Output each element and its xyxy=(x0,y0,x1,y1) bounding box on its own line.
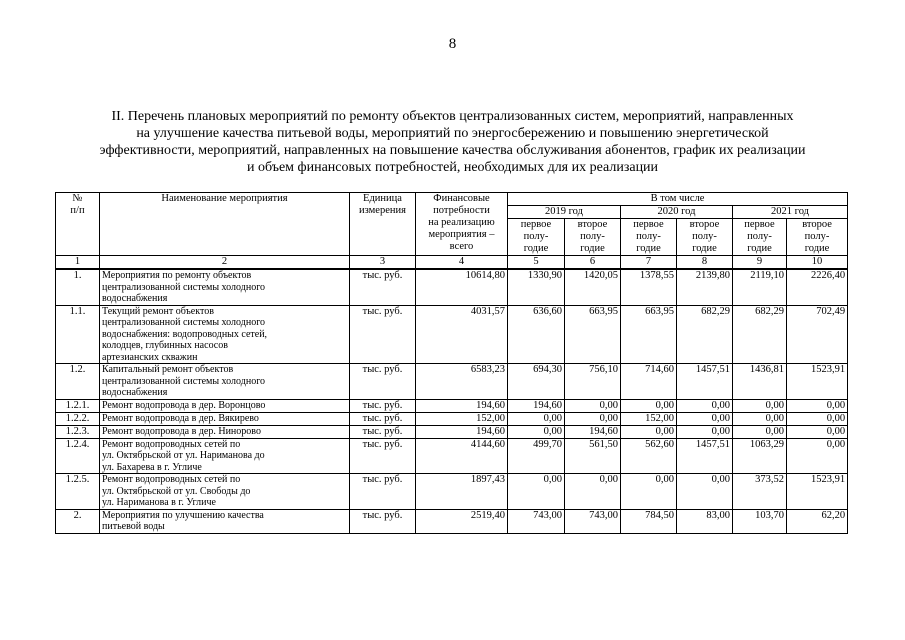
header-row xyxy=(56,193,848,206)
header-second-half: второе полу- годие xyxy=(565,219,621,256)
half-year-value-cell: 0,00 xyxy=(677,412,733,425)
row-number: 1.1. xyxy=(56,305,100,364)
measure-name xyxy=(100,305,350,364)
half-year-value-cell: 0,00 xyxy=(621,399,677,412)
column-number-row xyxy=(56,256,848,270)
measure-name-line: Ремонт водопровода в дер. Вякирево xyxy=(102,412,259,424)
unit-cell: тыс. руб. xyxy=(350,509,416,533)
header-including: В том числе xyxy=(508,193,848,206)
column-number: 4 xyxy=(416,256,508,270)
title-line: эффективности, мероприятий, направленных на повышение качества обслуживания абонентов, график их реализации xyxy=(99,143,806,158)
row-number: 1.2.2. xyxy=(56,412,100,425)
measure-name-line: централизованной системы холодного xyxy=(102,281,266,293)
column-number: 2 xyxy=(100,256,350,270)
measure-name xyxy=(100,425,350,438)
half-year-value-cell: 0,00 xyxy=(787,438,848,474)
measure-name-line: ул. Бахарева в г. Угличе xyxy=(102,461,202,473)
title-line: и объем финансовых потребностей, необходимых для их реализации xyxy=(246,160,659,175)
half-year-value-cell: 743,00 xyxy=(508,509,565,533)
column-number: 1 xyxy=(56,256,100,270)
half-year-value-cell: 0,00 xyxy=(677,474,733,510)
half-year-value-cell: 1063,29 xyxy=(733,438,787,474)
header-year-2021: 2021 год xyxy=(733,206,848,219)
half-year-value-cell: 499,70 xyxy=(508,438,565,474)
measure-name-line: Ремонт водопровода в дер. Воронцово xyxy=(102,399,266,411)
measure-name-line: ул. Нариманова в г. Угличе xyxy=(102,497,216,508)
half-year-value-cell: 0,00 xyxy=(733,399,787,412)
column-number: 10 xyxy=(787,256,848,270)
half-year-value-cell: 1457,51 xyxy=(677,364,733,400)
section-title xyxy=(60,108,845,176)
measure-name-line: колодцев, глубинных насосов xyxy=(102,340,228,351)
measure-name-line: Ремонт водопровода в дер. Нинорово xyxy=(102,425,261,437)
half-year-value-cell: 756,10 xyxy=(565,364,621,400)
half-year-value-cell: 1457,51 xyxy=(677,438,733,474)
row-number: 1.2.4. xyxy=(56,438,100,474)
total-cell: 4144,60 xyxy=(416,438,508,474)
measure-name-line: централизованной системы холодного xyxy=(102,375,266,387)
column-number: 6 xyxy=(565,256,621,270)
half-year-value-cell: 2139,80 xyxy=(677,269,733,305)
half-year-value-cell: 743,00 xyxy=(565,509,621,533)
half-year-value-cell: 663,95 xyxy=(621,305,677,364)
column-number: 8 xyxy=(677,256,733,270)
measure-name-line: водоснабжения xyxy=(102,293,168,304)
half-year-value-cell: 561,50 xyxy=(565,438,621,474)
unit-cell: тыс. руб. xyxy=(350,438,416,474)
half-year-value-cell: 1436,81 xyxy=(733,364,787,400)
total-cell: 10614,80 xyxy=(416,269,508,305)
table-row xyxy=(56,412,848,425)
total-cell: 194,60 xyxy=(416,399,508,412)
measure-name xyxy=(100,412,350,425)
measure-name-line: Текущий ремонт объектов xyxy=(102,305,214,317)
total-cell: 194,60 xyxy=(416,425,508,438)
measure-name-line: водоснабжения xyxy=(102,387,168,398)
measure-name xyxy=(100,364,350,400)
half-year-value-cell: 373,52 xyxy=(733,474,787,510)
half-year-value-cell: 0,00 xyxy=(787,399,848,412)
header-name: Наименование мероприятия xyxy=(100,193,350,256)
measure-name-line: Ремонт водопроводных сетей по xyxy=(102,474,241,485)
row-number: 1.2.1. xyxy=(56,399,100,412)
half-year-value-cell: 0,00 xyxy=(733,425,787,438)
total-cell: 1897,43 xyxy=(416,474,508,510)
half-year-value-cell: 0,00 xyxy=(787,425,848,438)
header-financial-needs: Финансовые потребности на реализацию мероприятия – всего xyxy=(416,193,508,256)
half-year-value-cell: 83,00 xyxy=(677,509,733,533)
measure-name-line: Капитальный ремонт объектов xyxy=(102,364,234,375)
measure-name-line: водоснабжения: водопроводных сетей, xyxy=(102,328,268,340)
header-second-half: второе полу- годие xyxy=(677,219,733,256)
half-year-value-cell: 784,50 xyxy=(621,509,677,533)
measure-name xyxy=(100,399,350,412)
measure-name-line: ул. Октябрьской от ул. Нариманова до xyxy=(102,450,265,461)
measure-name-line: артезианских скважин xyxy=(102,351,198,363)
half-year-value-cell: 152,00 xyxy=(621,412,677,425)
measure-name-line: централизованной системы холодного xyxy=(102,317,266,328)
header-first-half: первое полу- годие xyxy=(508,219,565,256)
half-year-value-cell: 636,60 xyxy=(508,305,565,364)
half-year-value-cell: 0,00 xyxy=(787,412,848,425)
half-year-value-cell: 0,00 xyxy=(565,399,621,412)
total-cell: 152,00 xyxy=(416,412,508,425)
header-num: № п/п xyxy=(56,193,100,256)
table-row xyxy=(56,509,848,533)
table-row xyxy=(56,364,848,400)
header-year-2020: 2020 год xyxy=(621,206,733,219)
half-year-value-cell: 663,95 xyxy=(565,305,621,364)
half-year-value-cell: 0,00 xyxy=(677,399,733,412)
half-year-value-cell: 0,00 xyxy=(508,412,565,425)
half-year-value-cell: 1420,05 xyxy=(565,269,621,305)
half-year-value-cell: 0,00 xyxy=(565,474,621,510)
measure-name-line: Мероприятия по улучшению качества xyxy=(102,509,264,521)
unit-cell: тыс. руб. xyxy=(350,425,416,438)
table-row xyxy=(56,269,848,305)
row-number: 1.2.5. xyxy=(56,474,100,510)
half-year-value-cell: 194,60 xyxy=(565,425,621,438)
half-year-value-cell: 562,60 xyxy=(621,438,677,474)
half-year-value-cell: 0,00 xyxy=(508,425,565,438)
unit-cell: тыс. руб. xyxy=(350,474,416,510)
unit-cell: тыс. руб. xyxy=(350,399,416,412)
half-year-value-cell: 1523,91 xyxy=(787,474,848,510)
half-year-value-cell: 0,00 xyxy=(677,425,733,438)
measure-name-line: питьевой воды xyxy=(102,521,165,532)
measure-name-line: ул. Октябрьской от ул. Свободы до xyxy=(102,485,251,497)
column-number: 9 xyxy=(733,256,787,270)
title-line: II. Перечень плановых мероприятий по ремонту объектов централизованных систем, мероприятий, направленных xyxy=(111,109,794,124)
row-number: 1. xyxy=(56,269,100,305)
measure-name xyxy=(100,438,350,474)
half-year-value-cell: 1523,91 xyxy=(787,364,848,400)
header-first-half: первое полу- годие xyxy=(621,219,677,256)
unit-cell: тыс. руб. xyxy=(350,269,416,305)
total-cell: 4031,57 xyxy=(416,305,508,364)
measure-name xyxy=(100,509,350,533)
table-body xyxy=(56,269,848,533)
total-cell: 6583,23 xyxy=(416,364,508,400)
half-year-value-cell: 103,70 xyxy=(733,509,787,533)
header-second-half: второе полу- годие xyxy=(787,219,848,256)
half-year-value-cell: 194,60 xyxy=(508,399,565,412)
half-year-value-cell: 682,29 xyxy=(733,305,787,364)
half-year-value-cell: 0,00 xyxy=(565,412,621,425)
measure-name-line: Мероприятия по ремонту объектов xyxy=(102,270,252,281)
half-year-value-cell: 2226,40 xyxy=(787,269,848,305)
row-number: 1.2.3. xyxy=(56,425,100,438)
page-number: 8 xyxy=(448,36,457,52)
half-year-value-cell: 0,00 xyxy=(621,425,677,438)
header-year-2019: 2019 год xyxy=(508,206,621,219)
half-year-value-cell: 702,49 xyxy=(787,305,848,364)
measures-table xyxy=(55,192,848,534)
row-number: 1.2. xyxy=(56,364,100,400)
unit-cell: тыс. руб. xyxy=(350,305,416,364)
half-year-value-cell: 2119,10 xyxy=(733,269,787,305)
half-year-value-cell: 682,29 xyxy=(677,305,733,364)
half-year-value-cell: 0,00 xyxy=(733,412,787,425)
half-year-value-cell: 62,20 xyxy=(787,509,848,533)
table-row xyxy=(56,399,848,412)
table-row xyxy=(56,438,848,474)
half-year-value-cell: 0,00 xyxy=(621,474,677,510)
unit-cell: тыс. руб. xyxy=(350,412,416,425)
header-first-half: первое полу- годие xyxy=(733,219,787,256)
column-number: 5 xyxy=(508,256,565,270)
unit-cell: тыс. руб. xyxy=(350,364,416,400)
column-number: 3 xyxy=(350,256,416,270)
row-number: 2. xyxy=(56,509,100,533)
half-year-value-cell: 694,30 xyxy=(508,364,565,400)
half-year-value-cell: 1378,55 xyxy=(621,269,677,305)
total-cell: 2519,40 xyxy=(416,509,508,533)
measure-name xyxy=(100,269,350,305)
table-row xyxy=(56,474,848,510)
header-unit: Единица измерения xyxy=(350,193,416,256)
half-year-value-cell: 714,60 xyxy=(621,364,677,400)
table-row xyxy=(56,305,848,364)
measure-name-line: Ремонт водопроводных сетей по xyxy=(102,438,241,450)
table-row xyxy=(56,425,848,438)
title-line: на улучшение качества питьевой воды, мероприятий по энергосбережению и повышению энергетической xyxy=(136,126,769,141)
column-number: 7 xyxy=(621,256,677,270)
measure-name xyxy=(100,474,350,510)
half-year-value-cell: 1330,90 xyxy=(508,269,565,305)
half-year-value-cell: 0,00 xyxy=(508,474,565,510)
